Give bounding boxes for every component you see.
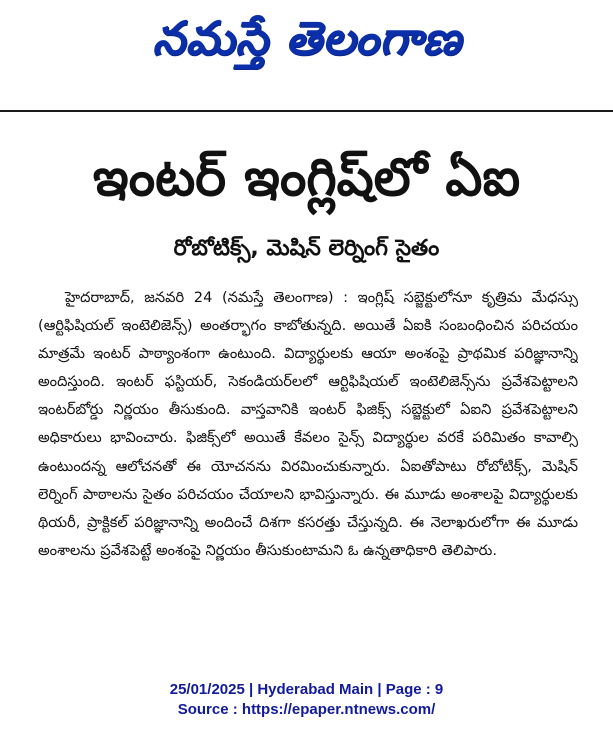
edition-info: 25/01/2025 | Hyderabad Main | Page : 9 xyxy=(169,681,444,698)
source-link[interactable]: Source : https://epaper.ntnews.com/ xyxy=(177,701,436,718)
edition-footer xyxy=(60,680,553,720)
article-subheadline: రోబోటిక్స్, మెషిన్ లెర్నింగ్ సైతం xyxy=(173,236,440,261)
masthead xyxy=(0,0,613,92)
article-body: హైదరాబాద్, జనవరి 24 (నమస్తే తెలంగాణ) : ఇంగ్లిష్ సబ్జెక్టులోనూ కృత్రిమ మేధస్సు (ఆర్టిఫిషియల్ ఇంటెలిజెన్స్) అంతర్భాగం కాబోతున్నది. అయితే ఏఐకి సంబంధించిన పరిచయం మాత్రమే ఇంటర్ పాఠ్యాంశంగా ఉంటుంది. విద్యార్థులకు ఆయా అంశంపై ప్రాథమిక పరిజ్ఞానాన్ని అందిస్తుంది. ఇంటర్ ఫస్టియర్, సెకండియర్‌లలో ఆర్టిఫిషియల్ ఇంటెలిజెన్స్‌ను ప్రవేశపెట్టాలని ఇంటర్‌బోర్డు నిర్ణయం తీసుకుంది. వాస్తవానికి ఇంటర్ ఫిజిక్స్ సబ్జెక్టులో ఏఐని ప్రవేశపెట్టాలని అధికారులు భావించారు. ఫిజిక్స్‌లో అయితే కేవలం సైన్స్ విద్యార్థుల వరకే పరిమితం కావాల్సి ఉంటుందన్న ఆలోచనతో ఈ యోచనను విరమించుకున్నారు. ఏఐతోపాటు రోబోటిక్స్, మెషిన్ లెర్నింగ్ పాఠాలను సైతం పరిచయం చేయాలని భావిస్తున్నారు. ఈ మూడు అంశాలపై విద్యార్థులకు థియరీ, ప్రాక్టికల్ పరిజ్ఞానాన్ని అందించే దిశగా కసరత్తు చేస్తున్నది. ఈ నెలాఖరులోగా ఈ మూడు అంశాలను ప్రవేశపెట్టే అంశంపై నిర్ణయం తీసుకుంటామని ఓ ఉన్నతాధికారి తెలిపారు. xyxy=(38,289,578,559)
newspaper-logo: నమస్తే తెలంగాణ xyxy=(152,11,462,65)
header-divider xyxy=(0,110,613,112)
article-headline: ఇంటర్ ఇంగ్లిష్‌లో ఏఐ xyxy=(92,148,521,208)
